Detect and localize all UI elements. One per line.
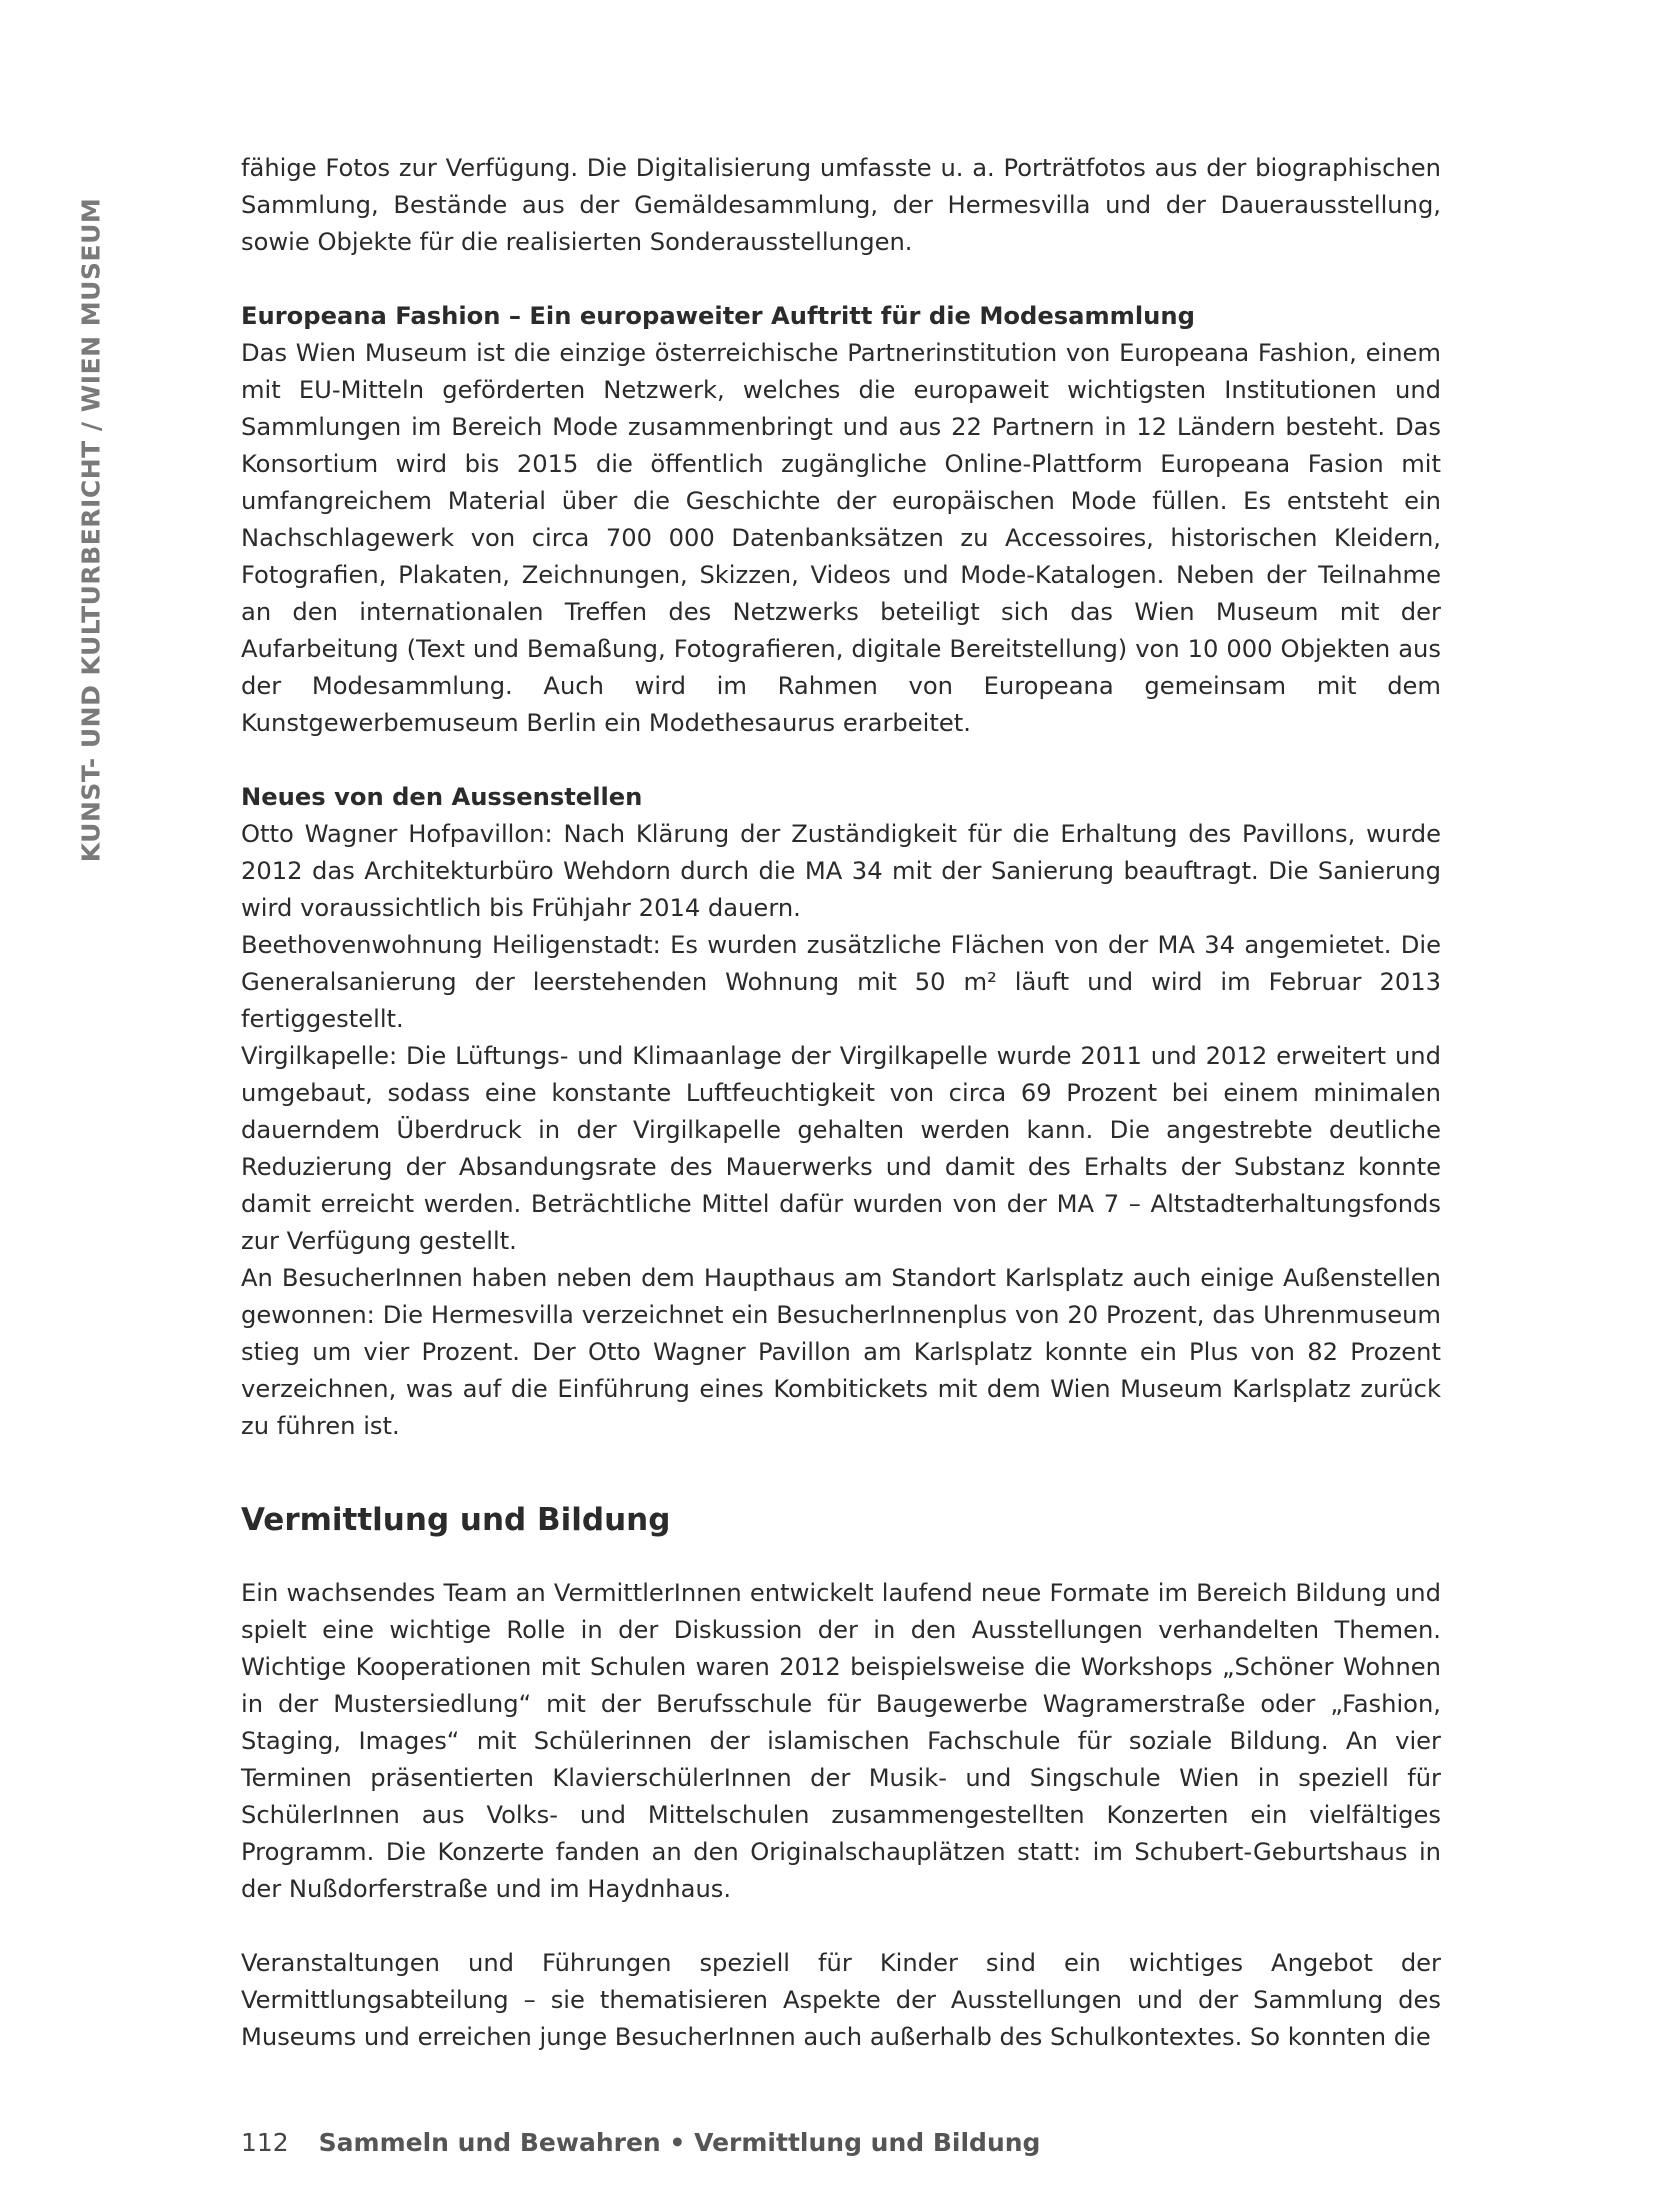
page-content	[241, 150, 1441, 2056]
running-head-vertical	[73, 145, 109, 915]
aussenstellen-paragraph: Virgilkapelle: Die Lüftungs- und Klimaanlage der Virgilkapelle wurde 2011 und 2012 erweitert und umgebaut, sodass eine konstante Luftfeuchtigkeit von circa 69 Prozent bei einem minimalen dauerndem Überdruck in der Virgilkapelle gehalten werden kann. Die angestrebte deutliche Reduzierung der Absandungsrate des Mauerwerks und damit des Erhalts der Substanz konnte damit erreicht werden. Beträchtliche Mittel dafür wurden von der MA 7 – Altstadterhaltungsfonds zur Verfügung gestellt.	[241, 1042, 1441, 1255]
aussenstellen-paragraph: An BesucherInnen haben neben dem Haupthaus am Standort Karlsplatz auch einige Außenstellen gewonnen: Die Hermesvilla verzeichnet ein BesucherInnenplus von 20 Prozent, das Uhrenmuseum stieg um vier Prozent. Der Otto Wagner Pavillon am Karlsplatz konnte ein Plus von 82 Prozent verzeichnen, was auf die Einführung eines Kombitickets mit dem Wien Museum Karlsplatz zurück zu führen ist.	[241, 1264, 1441, 1440]
aussenstellen-paragraph: Otto Wagner Hofpavillon: Nach Klärung der Zuständigkeit für die Erhaltung des Pavillons, wurde 2012 das Architekturbüro Wehdorn durch die MA 34 mit der Sanierung beauftragt. Die Sanierung wird voraussichtlich bis Frühjahr 2014 dauern.	[241, 820, 1441, 922]
vermittlung-paragraph-2: Veranstaltungen und Führungen speziell für Kinder sind ein wichtiges Angebot der Vermittlungsabteilung – sie thematisieren Aspekte der Ausstellungen und der Sammlung des Museums und erreichen junge BesucherInnen auch außerhalb des Schulkontextes. So konnten die	[241, 1949, 1441, 2051]
page-footer	[241, 2128, 1040, 2157]
intro-paragraph: fähige Fotos zur Verfügung. Die Digitalisierung umfasste u. a. Porträtfotos aus der biographischen Sammlung, Bestände aus der Gemäldesammlung, der Hermesvilla und der Dauerausstellung, sowie Objekte für die realisierten Sonderausstellungen.	[241, 154, 1441, 256]
page-number: 112	[241, 2128, 289, 2157]
vermittlung-paragraph-1: Ein wachsendes Team an VermittlerInnen entwickelt laufend neue Formate im Bereich Bildung und spielt eine wichtige Rolle in der Diskussion der in den Ausstellungen verhandelten Themen. Wichtige Kooperationen mit Schulen waren 2012 beispielsweise die Workshops „Schöner Wohnen in der Mustersiedlung“ mit der Berufsschule für Baugewerbe Wagramerstraße oder „Fashion, Staging, Images“ mit Schülerinnen der islamischen Fachschule für soziale Bildung. An vier Terminen präsentierten KlavierschülerInnen der Musik- und Singschule Wien in speziell für SchülerInnen aus Volks- und Mittelschulen zusammengestellten Konzerten ein vielfältiges Programm. Die Konzerte fanden an den Originalschauplätzen statt: im Schubert-Geburtshaus in der Nußdorferstraße und im Haydnhaus.	[241, 1579, 1441, 1903]
aussenstellen-paragraph: Beethovenwohnung Heiligenstadt: Es wurden zusätzliche Flächen von der MA 34 angemietet. Die Generalsanierung der leerstehenden Wohnung mit 50 m² läuft und wird im Februar 2013 fertiggestellt.	[241, 931, 1441, 1033]
aussenstellen-heading: Neues von den Aussenstellen	[241, 783, 643, 811]
aussenstellen-body	[241, 816, 1441, 1445]
footer-running-title: Sammeln und Bewahren • Vermittlung und Bildung	[318, 2128, 1041, 2157]
vermittlung-heading: Vermittlung und Bildung	[241, 1502, 671, 1538]
europeana-heading: Europeana Fashion – Ein europaweiter Auftritt für die Modesammlung	[241, 302, 1195, 330]
running-head-text: KUNST- UND KULTURBERICHT / WIEN MUSEUM	[76, 197, 106, 863]
europeana-paragraph: Das Wien Museum ist die einzige österreichische Partnerinstitution von Europeana Fashion, einem mit EU-Mitteln geförderten Netzwerk, welches die europaweit wichtigsten Institutionen und Sammlungen im Bereich Mode zusammenbringt und aus 22 Partnern in 12 Ländern besteht. Das Konsortium wird bis 2015 die öffentlich zugängliche Online-Plattform Europeana Fasion mit umfangreichem Material über die Geschichte der europäischen Mode füllen. Es entsteht ein Nachschlagewerk von circa 700 000 Datenbanksätzen zu Accessoires, historischen Kleidern, Fotografien, Plakaten, Zeichnungen, Skizzen, Videos und Mode-Katalogen. Neben der Teilnahme an den internationalen Treffen des Netzwerks beteiligt sich das Wien Museum mit der Aufarbeitung (Text und Bemaßung, Fotografieren, digitale Bereitstellung) von 10 000 Objekten aus der Modesammlung. Auch wird im Rahmen von Europeana gemeinsam mit dem Kunstgewerbemuseum Berlin ein Modethesaurus erarbeitet.	[241, 339, 1441, 737]
